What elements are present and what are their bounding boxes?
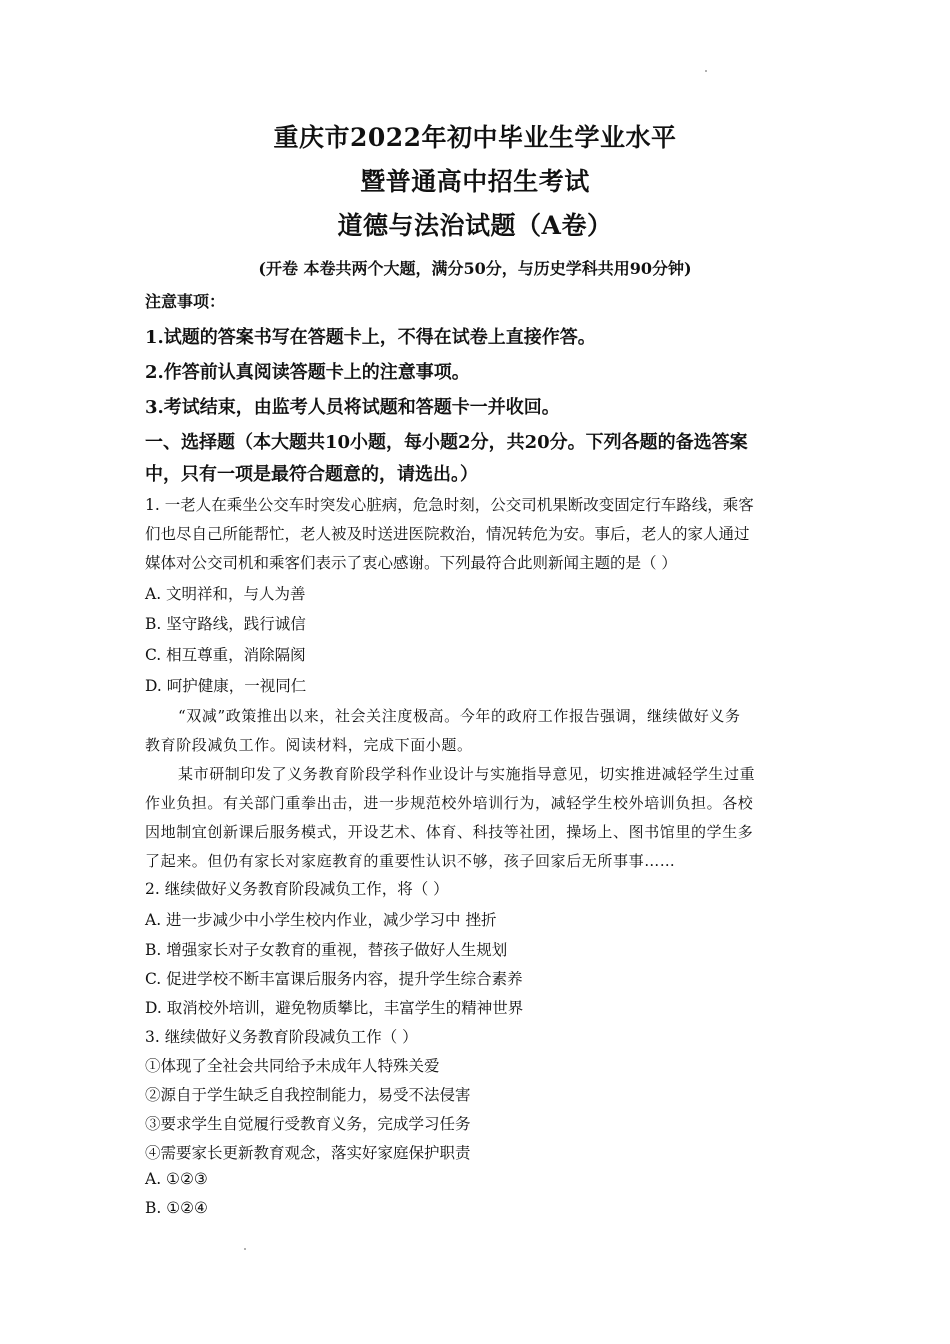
option-a: A. 文明祥和，与人为善 [145, 585, 306, 603]
statement: ④需要家长更新教育观念，落实好家庭保护职责 [145, 1144, 471, 1162]
exam-title-line2: 暨普通高中招生考试 [360, 167, 590, 196]
option-b: B. 坚守路线，践行诚信 [145, 615, 306, 633]
material-body: 某市研制印发了义务教育阶段学科作业设计与实施指导意见，切实推进减轻学生过重 [178, 765, 756, 783]
material-intro: 教育阶段减负工作。阅读材料，完成下面小题。 [145, 736, 473, 754]
question-stem: 2. 继续做好义务教育阶段减负工作，将（ ） [145, 880, 449, 898]
option-c: C. 促进学校不断丰富课后服务内容，提升学生综合素养 [145, 970, 523, 988]
question-stem: 们也尽自己所能帮忙，老人被及时送进医院救治，情况转危为安。事后，老人的家人通过 [145, 525, 750, 543]
scan-dot [244, 1248, 246, 1250]
section-heading: 中，只有一项是最符合题意的，请选出。） [145, 464, 478, 485]
question-stem: 3. 继续做好义务教育阶段减负工作（ ） [145, 1028, 418, 1046]
material-body: 了起来。但仍有家长对家庭教育的重要性认识不够，孩子回家后无所事事…… [145, 852, 676, 870]
statement: ①体现了全社会共同给予未成年人特殊关爱 [145, 1057, 440, 1075]
option-a: A. ①②③ [145, 1170, 208, 1188]
notice-item: 3.考试结束，由监考人员将试题和答题卡一并收回。 [145, 397, 560, 418]
material-body: 作业负担。有关部门重拳出击，进一步规范校外培训行为，减轻学生校外培训负担。各校 [145, 794, 754, 812]
option-b: B. ①②④ [145, 1199, 208, 1217]
exam-title-line1: 重庆市2022年初中毕业生学业水平 [273, 123, 677, 152]
option-d: D. 取消校外培训，避免物质攀比，丰富学生的精神世界 [145, 999, 524, 1017]
exam-note: (开卷 本卷共两个大题，满分50分，与历史学科共用90分钟) [258, 259, 692, 278]
statement: ②源自于学生缺乏自我控制能力，易受不法侵害 [145, 1086, 471, 1104]
notice-item: 2.作答前认真阅读答题卡上的注意事项。 [145, 362, 470, 383]
option-d: D. 呵护健康，一视同仁 [145, 677, 307, 695]
option-b: B. 增强家长对子女教育的重视，替孩子做好人生规划 [145, 941, 508, 959]
notice-heading: 注意事项： [145, 292, 226, 311]
scan-dot [705, 70, 707, 72]
material-body: 因地制宜创新课后服务模式，开设艺术、体育、科技等社团，操场上、图书馆里的学生多 [145, 823, 754, 841]
section-heading: 一、选择题（本大题共10小题，每小题2分，共20分。下列各题的备选答案 [145, 432, 748, 453]
statement: ③要求学生自觉履行受教育义务，完成学习任务 [145, 1115, 471, 1133]
material-intro: “双减”政策推出以来，社会关注度极高。今年的政府工作报告强调，继续做好义务 [178, 707, 741, 725]
question-stem: 媒体对公交司机和乘客们表示了衷心感谢。下列最符合此则新闻主题的是（ ） [145, 554, 677, 572]
exam-title-line3: 道德与法治试题（A卷） [337, 211, 613, 240]
option-a: A. 进一步减少中小学生校内作业，减少学习中 挫折 [145, 911, 497, 929]
notice-item: 1.试题的答案书写在答题卡上，不得在试卷上直接作答。 [145, 327, 596, 348]
question-stem: 1. 一老人在乘坐公交车时突发心脏病，危急时刻，公交司机果断改变固定行车路线，乘客 [145, 496, 754, 514]
option-c: C. 相互尊重，消除隔阂 [145, 646, 306, 664]
